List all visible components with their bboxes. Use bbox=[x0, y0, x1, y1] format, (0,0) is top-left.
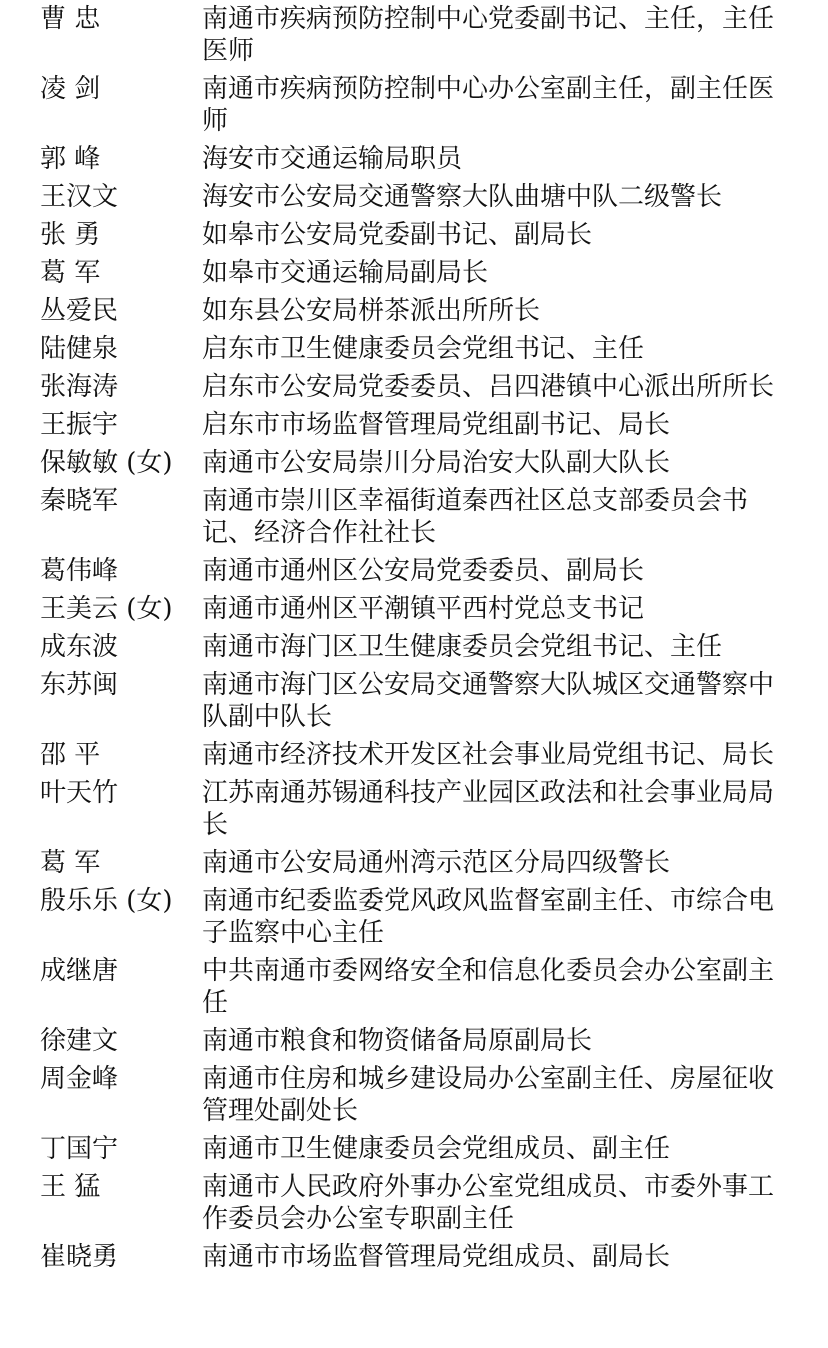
roster-entry bbox=[40, 555, 800, 587]
roster-entry bbox=[40, 847, 800, 879]
roster-entry bbox=[40, 485, 800, 549]
roster-entry bbox=[40, 1063, 800, 1127]
roster-entry bbox=[40, 257, 800, 289]
roster-entry bbox=[40, 219, 800, 251]
person-title: 如皋市交通运输局副局长 bbox=[202, 258, 489, 288]
roster-entry bbox=[40, 409, 800, 441]
person-name: 王振宇 bbox=[40, 410, 119, 440]
roster-entry bbox=[40, 143, 800, 175]
person-name: 保敏敏 (女) bbox=[40, 448, 173, 478]
person-name: 葛 军 bbox=[40, 258, 101, 288]
person-name: 陆健泉 bbox=[40, 334, 119, 364]
person-title: 南通市疾病预防控制中心办公室副主任，副主任医师 bbox=[202, 74, 775, 136]
roster-entry bbox=[40, 333, 800, 365]
person-title: 中共南通市委网络安全和信息化委员会办公室副主任 bbox=[202, 956, 775, 1018]
person-title: 南通市海门区公安局交通警察大队城区交通警察中队副中队长 bbox=[202, 670, 775, 732]
person-title: 启东市市场监督管理局党组副书记、局长 bbox=[202, 410, 671, 440]
roster-entry bbox=[40, 73, 800, 137]
person-name: 曹 忠 bbox=[40, 4, 101, 34]
roster-entry bbox=[40, 777, 800, 841]
roster-entry bbox=[40, 739, 800, 771]
roster-entry bbox=[40, 3, 800, 67]
person-name: 叶天竹 bbox=[40, 778, 119, 808]
person-name: 周金峰 bbox=[40, 1064, 119, 1094]
person-title: 南通市纪委监委党风政风监督室副主任、市综合电子监察中心主任 bbox=[202, 886, 775, 948]
person-name: 王汉文 bbox=[40, 182, 119, 212]
person-title: 南通市市场监督管理局党组成员、副局长 bbox=[202, 1242, 671, 1272]
roster-entry bbox=[40, 1133, 800, 1165]
person-name: 张 勇 bbox=[40, 220, 101, 250]
person-title: 南通市卫生健康委员会党组成员、副主任 bbox=[202, 1134, 671, 1164]
person-name: 殷乐乐 (女) bbox=[40, 886, 173, 916]
person-title: 南通市粮食和物资储备局原副局长 bbox=[202, 1026, 593, 1056]
person-name: 崔晓勇 bbox=[40, 1242, 119, 1272]
person-name: 成继唐 bbox=[40, 956, 119, 986]
person-title: 海安市公安局交通警察大队曲塘中队二级警长 bbox=[202, 182, 723, 212]
person-name: 葛 军 bbox=[40, 848, 101, 878]
person-title: 如皋市公安局党委副书记、副局长 bbox=[202, 220, 593, 250]
person-title: 南通市疾病预防控制中心党委副书记、主任，主任医师 bbox=[202, 4, 775, 66]
person-name: 葛伟峰 bbox=[40, 556, 119, 586]
person-title: 启东市公安局党委委员、吕四港镇中心派出所所长 bbox=[202, 372, 775, 402]
person-name: 成东波 bbox=[40, 632, 119, 662]
person-title: 如东县公安局栟茶派出所所长 bbox=[202, 296, 541, 326]
roster-entry bbox=[40, 631, 800, 663]
person-title: 启东市卫生健康委员会党组书记、主任 bbox=[202, 334, 645, 364]
person-name: 丁国宁 bbox=[40, 1134, 119, 1164]
roster-entry bbox=[40, 295, 800, 327]
person-title: 南通市通州区公安局党委委员、副局长 bbox=[202, 556, 645, 586]
person-title: 南通市公安局通州湾示范区分局四级警长 bbox=[202, 848, 671, 878]
roster-entry bbox=[40, 371, 800, 403]
person-name: 徐建文 bbox=[40, 1026, 119, 1056]
person-name: 王美云 (女) bbox=[40, 594, 173, 624]
roster-list bbox=[40, 3, 800, 1279]
person-name: 邵 平 bbox=[40, 740, 101, 770]
person-name: 郭 峰 bbox=[40, 144, 101, 174]
person-title: 南通市通州区平潮镇平西村党总支书记 bbox=[202, 594, 645, 624]
person-title: 南通市经济技术开发区社会事业局党组书记、局长 bbox=[202, 740, 775, 770]
person-name: 丛爱民 bbox=[40, 296, 119, 326]
person-title: 江苏南通苏锡通科技产业园区政法和社会事业局局长 bbox=[202, 778, 775, 840]
person-title: 海安市交通运输局职员 bbox=[202, 144, 463, 174]
roster-entry bbox=[40, 1171, 800, 1235]
person-name: 张海涛 bbox=[40, 372, 119, 402]
person-name: 凌 剑 bbox=[40, 74, 101, 104]
roster-entry bbox=[40, 1241, 800, 1273]
person-name: 秦晓军 bbox=[40, 486, 119, 516]
person-title: 南通市崇川区幸福街道秦西社区总支部委员会书记、经济合作社社长 bbox=[202, 486, 749, 548]
person-name: 王 猛 bbox=[40, 1172, 101, 1202]
person-title: 南通市住房和城乡建设局办公室副主任、房屋征收管理处副处长 bbox=[202, 1064, 775, 1126]
roster-entry bbox=[40, 447, 800, 479]
roster-entry bbox=[40, 1025, 800, 1057]
roster-entry bbox=[40, 885, 800, 949]
person-name: 东苏闽 bbox=[40, 670, 119, 700]
roster-entry bbox=[40, 593, 800, 625]
roster-entry bbox=[40, 669, 800, 733]
person-title: 南通市海门区卫生健康委员会党组书记、主任 bbox=[202, 632, 723, 662]
roster-entry bbox=[40, 181, 800, 213]
person-title: 南通市人民政府外事办公室党组成员、市委外事工作委员会办公室专职副主任 bbox=[202, 1172, 775, 1234]
person-title: 南通市公安局崇川分局治安大队副大队长 bbox=[202, 448, 671, 478]
roster-entry bbox=[40, 955, 800, 1019]
